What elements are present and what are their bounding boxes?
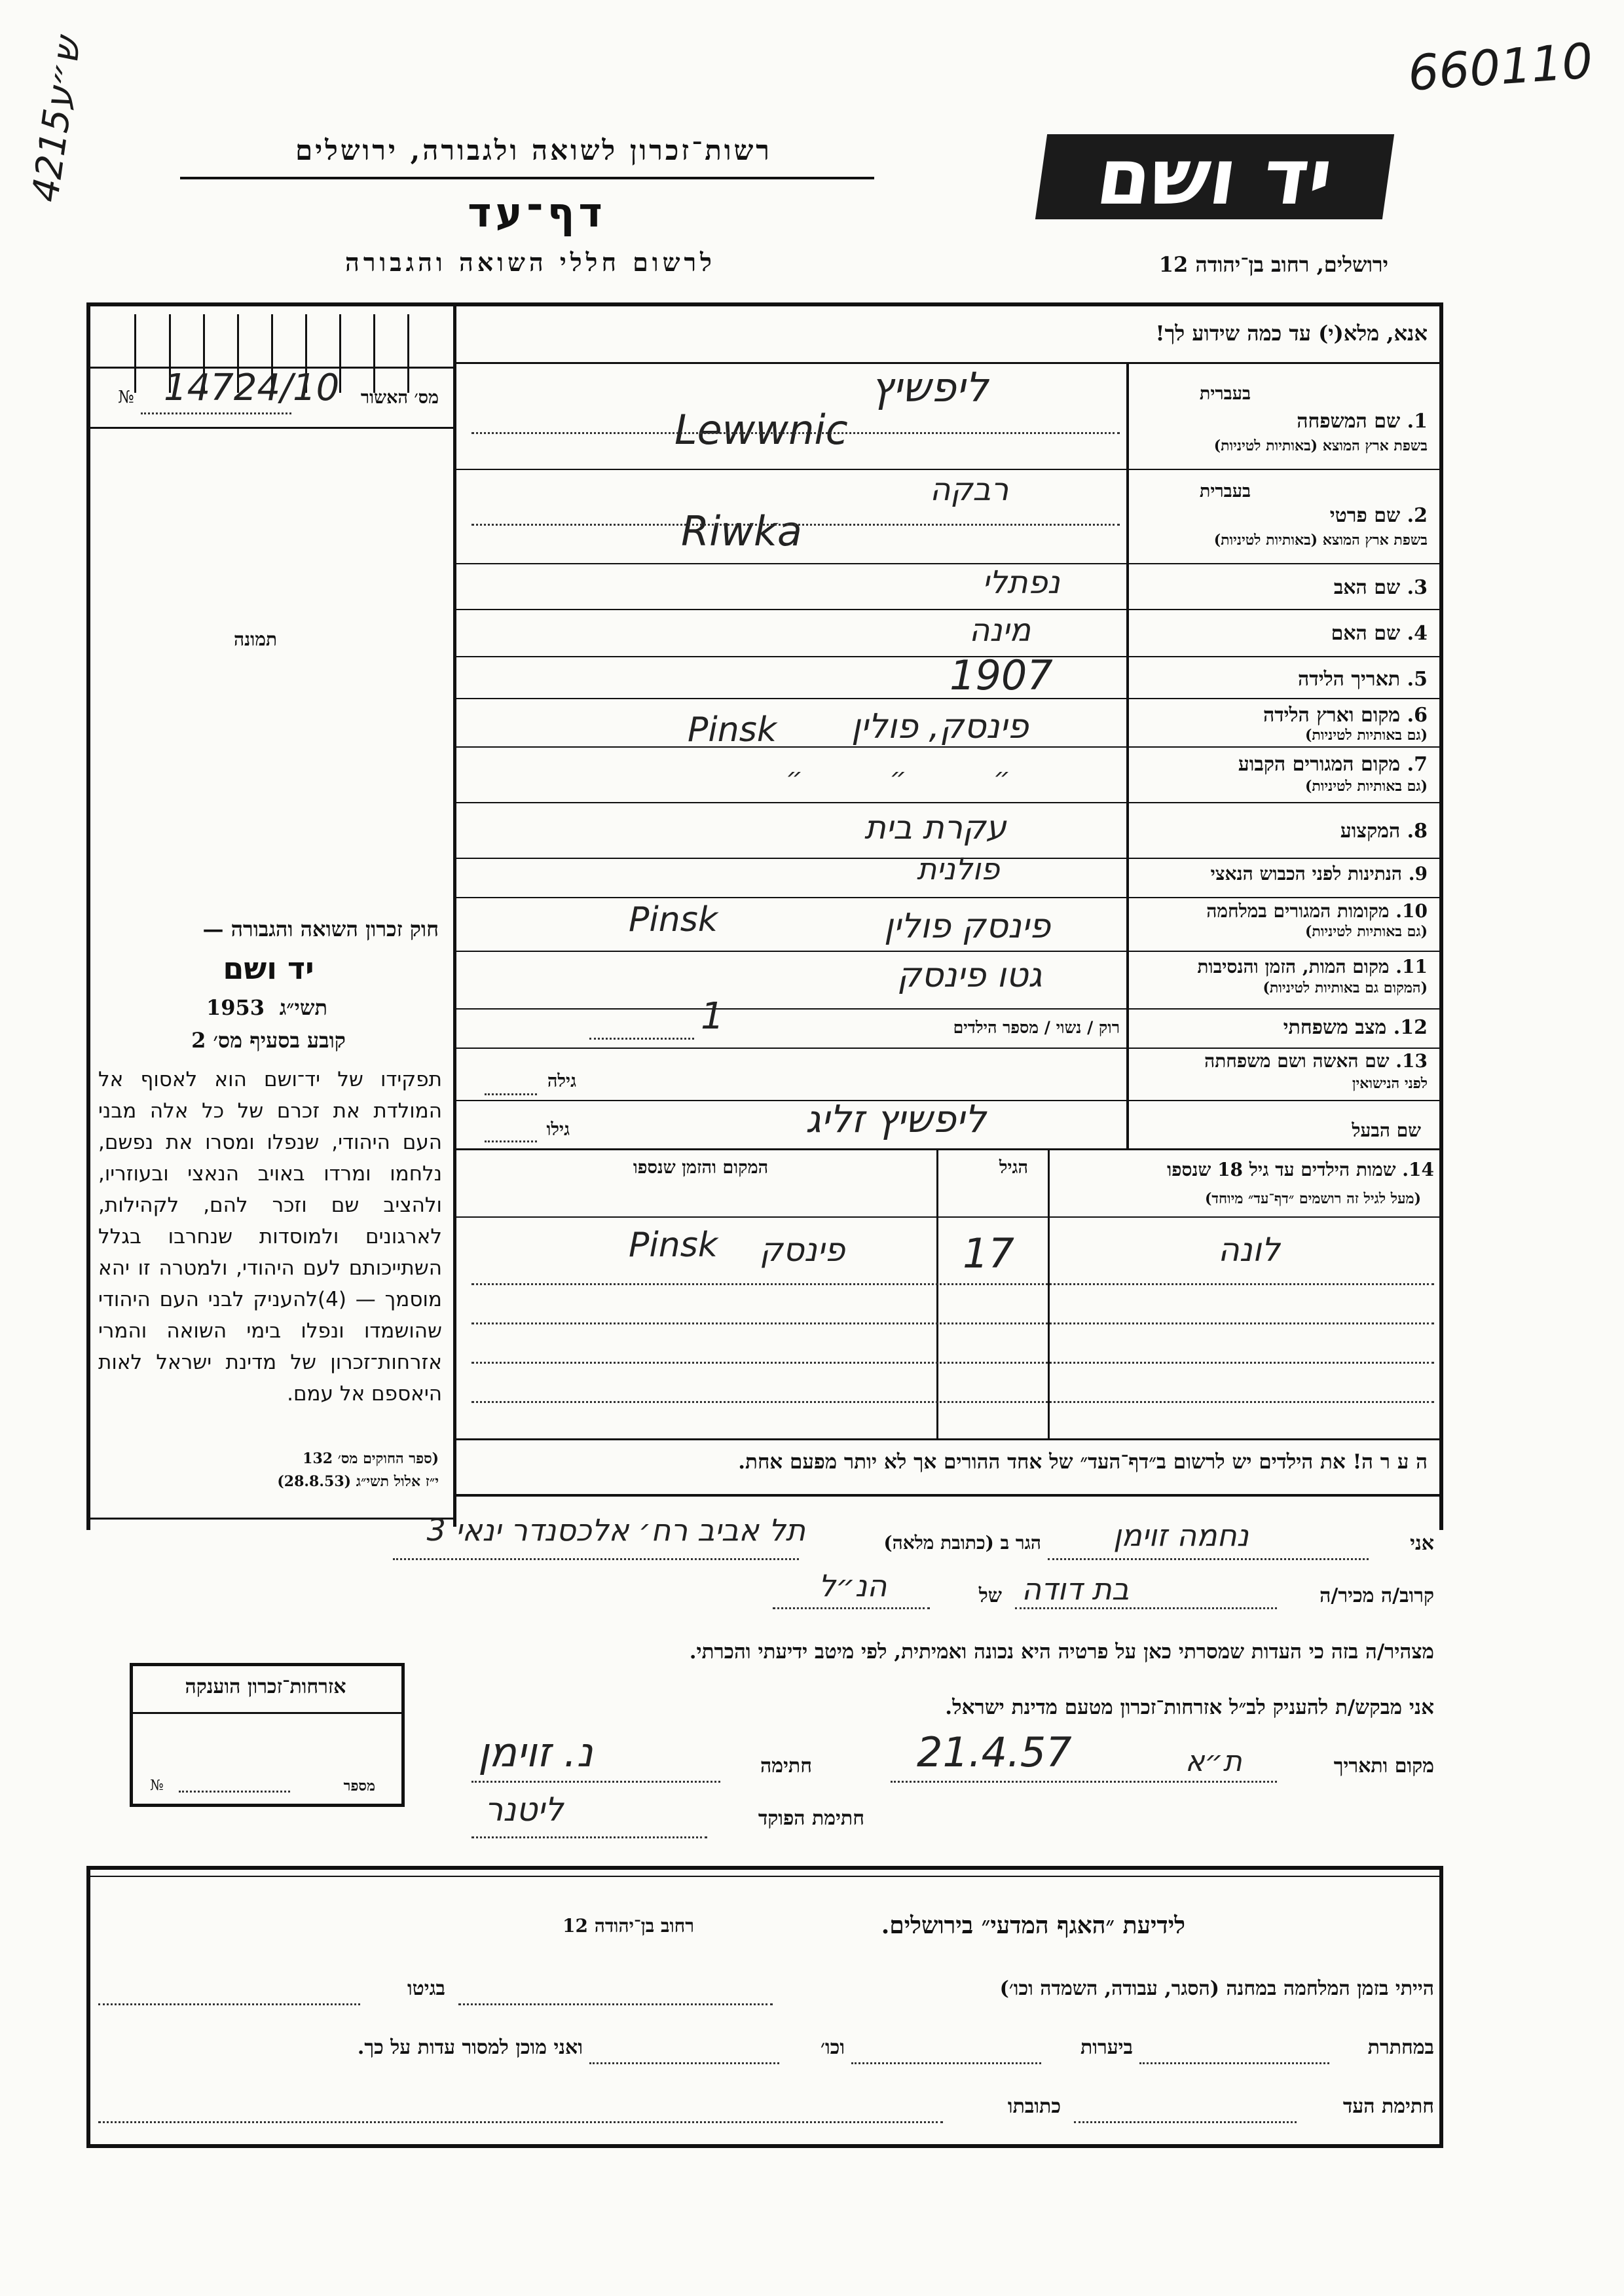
bottom-line1-ghetto: בגיטו — [407, 1977, 445, 2000]
bottom-line2-etc: וכו׳ — [821, 2036, 845, 2059]
note: ה ע ר ה! את הילדים יש לרשום ב״דף־העד״ של אחד ההורים אך לא יותר מפעם אחת. — [738, 1450, 1428, 1474]
decl-ani: אני — [1410, 1532, 1434, 1555]
field-1-value-latin: Lewwnic — [674, 406, 848, 454]
field-12-value: 1 — [701, 995, 724, 1038]
field-12-label: 12. מצב משפחתי — [1283, 1016, 1428, 1039]
frame-right — [1439, 302, 1443, 1530]
bottom-line2-underground: במחתרת — [1367, 2036, 1434, 2059]
photo-label: תמונה — [233, 629, 278, 650]
law-name: יד ושם — [223, 951, 314, 986]
law-title: חוק זכרון השואה והגבורה — — [202, 917, 439, 941]
field-8-value: עקרת בית — [864, 809, 1006, 847]
authority-title: רשות־זכרון לשואה ולגבורה, ירושלים — [295, 134, 772, 166]
field-3-value: נפתלי — [982, 564, 1060, 601]
husband-label: שם הבעל — [1352, 1120, 1421, 1141]
field-10-sub: (גם באותיות לטיניות) — [1304, 923, 1428, 940]
approval-number: 14724/10 — [164, 367, 340, 409]
field-10-value-latin: Pinsk — [629, 900, 718, 939]
law-text: תפקידו של יד־ושם הוא לאסוף אל המולדת את זכרם של כל אלה מבני העם היהודי, שנפלו ומסרו את נפשם, נלחמו ומרדו באויב הנאצי ובעוזריו, ולהציב שם וזכר להם, לקהילות, לארגונים ולמוסדות שנחרבו בגלל השתייכותם לעם היהודי, ולמטרה זו יהא מוסמך — (4)להעניק לבני העם היהודי שהושמדו ונפלו בימי השואה והמרי אזרחות־זכרון של מדינת ישראל לאות היאספם אל עמם. — [98, 1068, 442, 1406]
field-6-label: 6. מקום וארץ הלידה — [1263, 704, 1428, 727]
decl-of: של — [978, 1584, 1002, 1607]
decl-lives-at: הגר ב (כתובת מלאה) — [883, 1532, 1041, 1554]
bottom-line1-camp: הייתי בזמן המלחמה במחנה (הסגר, עבודה, השמדה וכו׳) — [999, 1977, 1434, 2000]
decl-address: תל אביב רח׳ אלכסנדר ינאי 3 — [426, 1512, 805, 1548]
bottom-line3-address: כתובתו — [1007, 2095, 1061, 2118]
field-5-label: 5. תאריך הלידה — [1298, 668, 1428, 691]
field-13-sub: לפני הנישואין — [1352, 1075, 1428, 1092]
field-9-value: פולנית — [917, 851, 1000, 886]
wife-age-label: גילה — [547, 1071, 576, 1091]
children-col-place: המקום והזמן שנספו — [633, 1157, 769, 1178]
decl-relative-label: קרוב/ה מכיר/ה — [1320, 1584, 1434, 1607]
field-1-sub: בשפת ארץ המוצא (באותיות לטיניות) — [1213, 437, 1428, 454]
husband-age-label: גילו — [546, 1120, 570, 1140]
field-11-value: גטו פינסק — [897, 956, 1043, 995]
field-2-hebrew-label: בעברית — [1199, 481, 1251, 501]
frame-top — [86, 302, 1443, 306]
field-8-label: 8. המקצוע — [1340, 820, 1428, 843]
frame-left — [86, 302, 90, 1530]
field-2-value-latin: Riwka — [681, 507, 802, 555]
decl-place: ת״א — [1185, 1745, 1242, 1778]
field-6-value: פינסק, פולין — [851, 707, 1029, 746]
field-1-hebrew-label: בעברית — [1199, 384, 1251, 404]
field-4-value: מינה — [969, 612, 1031, 649]
field-11-label: 11. מקום המות, הזמן והנסיבות — [1197, 956, 1428, 977]
decl-of-value: הנ״ל — [819, 1568, 887, 1603]
form-subtitle: לרשום חללי השואה והגבורה — [345, 247, 716, 277]
child-name: לונה — [1218, 1231, 1280, 1269]
approval-label: מס׳ האשור — [360, 388, 439, 408]
intro-text: אנא, מלא(י) עד כמה שידוע לך! — [1155, 321, 1428, 346]
field-5-value: 1907 — [950, 651, 1053, 699]
children-sub: (מעל לגיל זה רושמים ״דף־עד״ מיוחד) — [1204, 1190, 1421, 1207]
law-ref-date: י״ז אלול תשי״ג (28.8.53) — [277, 1473, 439, 1490]
law-year-he: תשי״ג — [279, 995, 327, 1020]
decl-signature: נ. זוימן — [478, 1728, 593, 1776]
child-place-latin: Pinsk — [629, 1226, 718, 1265]
field-1-label: 1. שם המשפחה — [1297, 410, 1428, 433]
field-1-value-he: ליפשיץ — [871, 363, 989, 411]
decl-relation: בת דודה — [1022, 1571, 1130, 1607]
field-12-options: רוק / נשוי / מספר הילדים — [953, 1018, 1120, 1037]
field-6-value-latin: Pinsk — [688, 710, 777, 750]
bottom-line2-testify: ואני מוכן למסור עדות על כך. — [357, 2036, 583, 2059]
child-place: פינסק — [760, 1231, 845, 1269]
field-11-sub: (המקום גם באותיות לטיניות) — [1263, 979, 1428, 996]
field-4-label: 4. שם האם — [1331, 622, 1428, 645]
children-col-age: הגיל — [999, 1157, 1028, 1178]
decl-signature-label: חתימה — [760, 1755, 812, 1777]
child-age: 17 — [963, 1230, 1014, 1277]
decl-name: נחמה זוימן — [1113, 1518, 1249, 1553]
children-title: 14. שמות הילדים עד גיל 18 שנספו — [1167, 1159, 1434, 1180]
header-address: ירושלים, רחוב בן־יהודה 12 — [1158, 252, 1388, 277]
approval-no: № — [118, 388, 134, 407]
bottom-line2-forests: ביערות — [1080, 2036, 1133, 2059]
citizenship-box — [130, 1663, 405, 1807]
field-7-label: 7. מקום המגורים הקבוע — [1238, 753, 1428, 776]
decl-officer: ליטנר — [485, 1791, 564, 1829]
citizenship-no: № — [150, 1777, 164, 1794]
law-year: 1953 — [206, 995, 265, 1020]
decl-request: אני מבקש/ת להעניק לב״ל אזרחות־זכרון מטעם מדינת ישראל. — [945, 1696, 1434, 1719]
field-2-label: 2. שם פרטי — [1329, 504, 1428, 527]
field-2-sub: בשפת ארץ המוצא (באותיות לטיניות) — [1213, 532, 1428, 549]
form-title: דף־עד — [468, 189, 606, 236]
bottom-title: לידיעת ״האגף המדעי״ בירושלים. — [881, 1912, 1185, 1939]
field-9-label: 9. הנתינות לפני הכבוש הנאצי — [1210, 863, 1428, 884]
page-number: 660110 — [1406, 33, 1595, 102]
decl-officer-label: חתימת הפוקד — [758, 1807, 864, 1830]
citizenship-number-label: מספר — [343, 1777, 375, 1795]
bottom-address: רחוב בן־יהודה 12 — [563, 1915, 694, 1937]
field-10-value: פינסק פולין — [884, 907, 1051, 946]
bottom-line3-witness-sig: חתימת העד — [1342, 2095, 1434, 2118]
field-13-label: 13. שם האשה ושם משפחתה — [1204, 1050, 1428, 1072]
decl-place-date-label: מקום ותאריך — [1333, 1755, 1434, 1777]
decl-date: 21.4.57 — [917, 1728, 1072, 1776]
field-3-label: 3. שם האב — [1333, 576, 1428, 599]
husband-value: ליפשיץ זליג — [805, 1097, 986, 1141]
field-6-sub: (גם באותיות לטיניות) — [1304, 727, 1428, 744]
law-section: קובע בסעיף מס׳ 2 — [191, 1028, 346, 1053]
decl-declare: מצהיר/ה בזה כי העדות שמסרתי כאן על פרטיה היא נכונה ואמיתית, לפי מיטב ידיעתי והכרתי. — [689, 1640, 1434, 1664]
field-7-sub: (גם באותיות לטיניות) — [1304, 778, 1428, 795]
citizenship-title: אזרחות־זכרון הוענקה — [185, 1675, 346, 1698]
field-2-value-he: רבקה — [930, 471, 1009, 508]
law-ref: (ספר החוקים מס׳ 132 — [303, 1450, 439, 1467]
field-7-value: ״ ״ ״ — [786, 763, 1050, 793]
yad-vashem-logo: יד ושם — [1035, 134, 1394, 219]
margin-note: ש״ע4215 — [24, 34, 90, 205]
field-10-label: 10. מקומות המגורים במלחמה — [1206, 900, 1428, 922]
